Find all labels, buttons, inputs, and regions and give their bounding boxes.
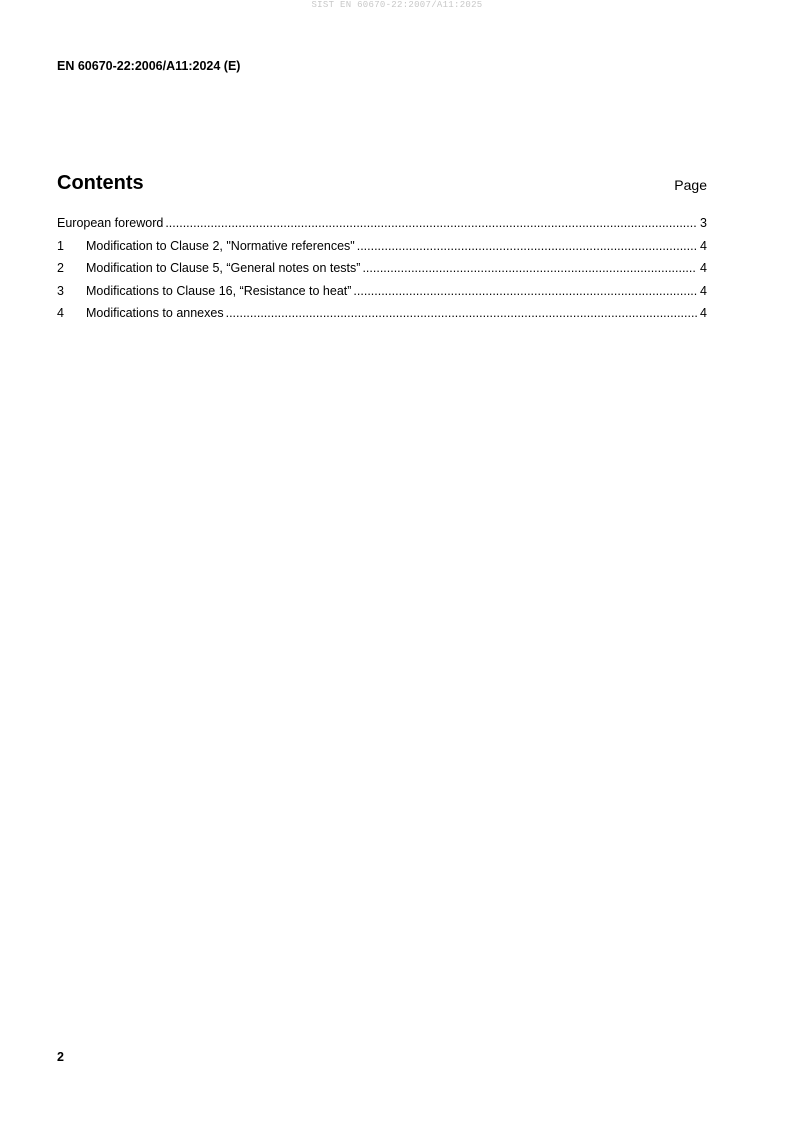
toc-entry-page: 3 — [700, 216, 707, 230]
toc-entry-title: Modifications to annexes — [86, 306, 224, 320]
toc-entry-foreword[interactable] — [57, 216, 707, 239]
toc-entry-number: 1 — [57, 238, 64, 253]
toc-entry-2[interactable] — [57, 261, 707, 284]
toc-entry-title: European foreword — [57, 216, 164, 230]
toc-entry-title: Modification to Clause 2, "Normative references" — [86, 238, 355, 253]
toc-entry-3[interactable] — [57, 284, 707, 307]
toc-entry-1[interactable] — [57, 239, 707, 262]
table-of-contents — [57, 216, 707, 329]
toc-dot-leader — [165, 216, 697, 230]
toc-entry-number: 2 — [57, 261, 64, 275]
toc-entry-page: 4 — [700, 261, 707, 275]
contents-header — [57, 172, 707, 198]
toc-dot-leader — [353, 284, 697, 298]
toc-entry-page: 4 — [700, 238, 707, 253]
toc-entry-page: 4 — [700, 306, 707, 320]
toc-entry-4[interactable] — [57, 306, 707, 329]
watermark: SIST EN 60670-22:2007/A11:2025 — [311, 0, 483, 10]
contents-title: Contents — [57, 172, 144, 194]
toc-entry-page: 4 — [700, 283, 707, 298]
toc-dot-leader — [362, 261, 697, 275]
page-number: 2 — [57, 1050, 64, 1064]
toc-dot-leader — [226, 306, 697, 320]
page-column-label: Page — [674, 177, 707, 193]
toc-entry-title: Modification to Clause 5, “General notes on tests” — [86, 261, 361, 275]
toc-entry-number: 4 — [57, 306, 64, 320]
toc-entry-number: 3 — [57, 283, 64, 298]
toc-entry-title: Modifications to Clause 16, “Resistance to heat” — [86, 283, 352, 298]
document-identifier: EN 60670-22:2006/A11:2024 (E) — [57, 59, 241, 73]
toc-dot-leader — [357, 239, 697, 253]
